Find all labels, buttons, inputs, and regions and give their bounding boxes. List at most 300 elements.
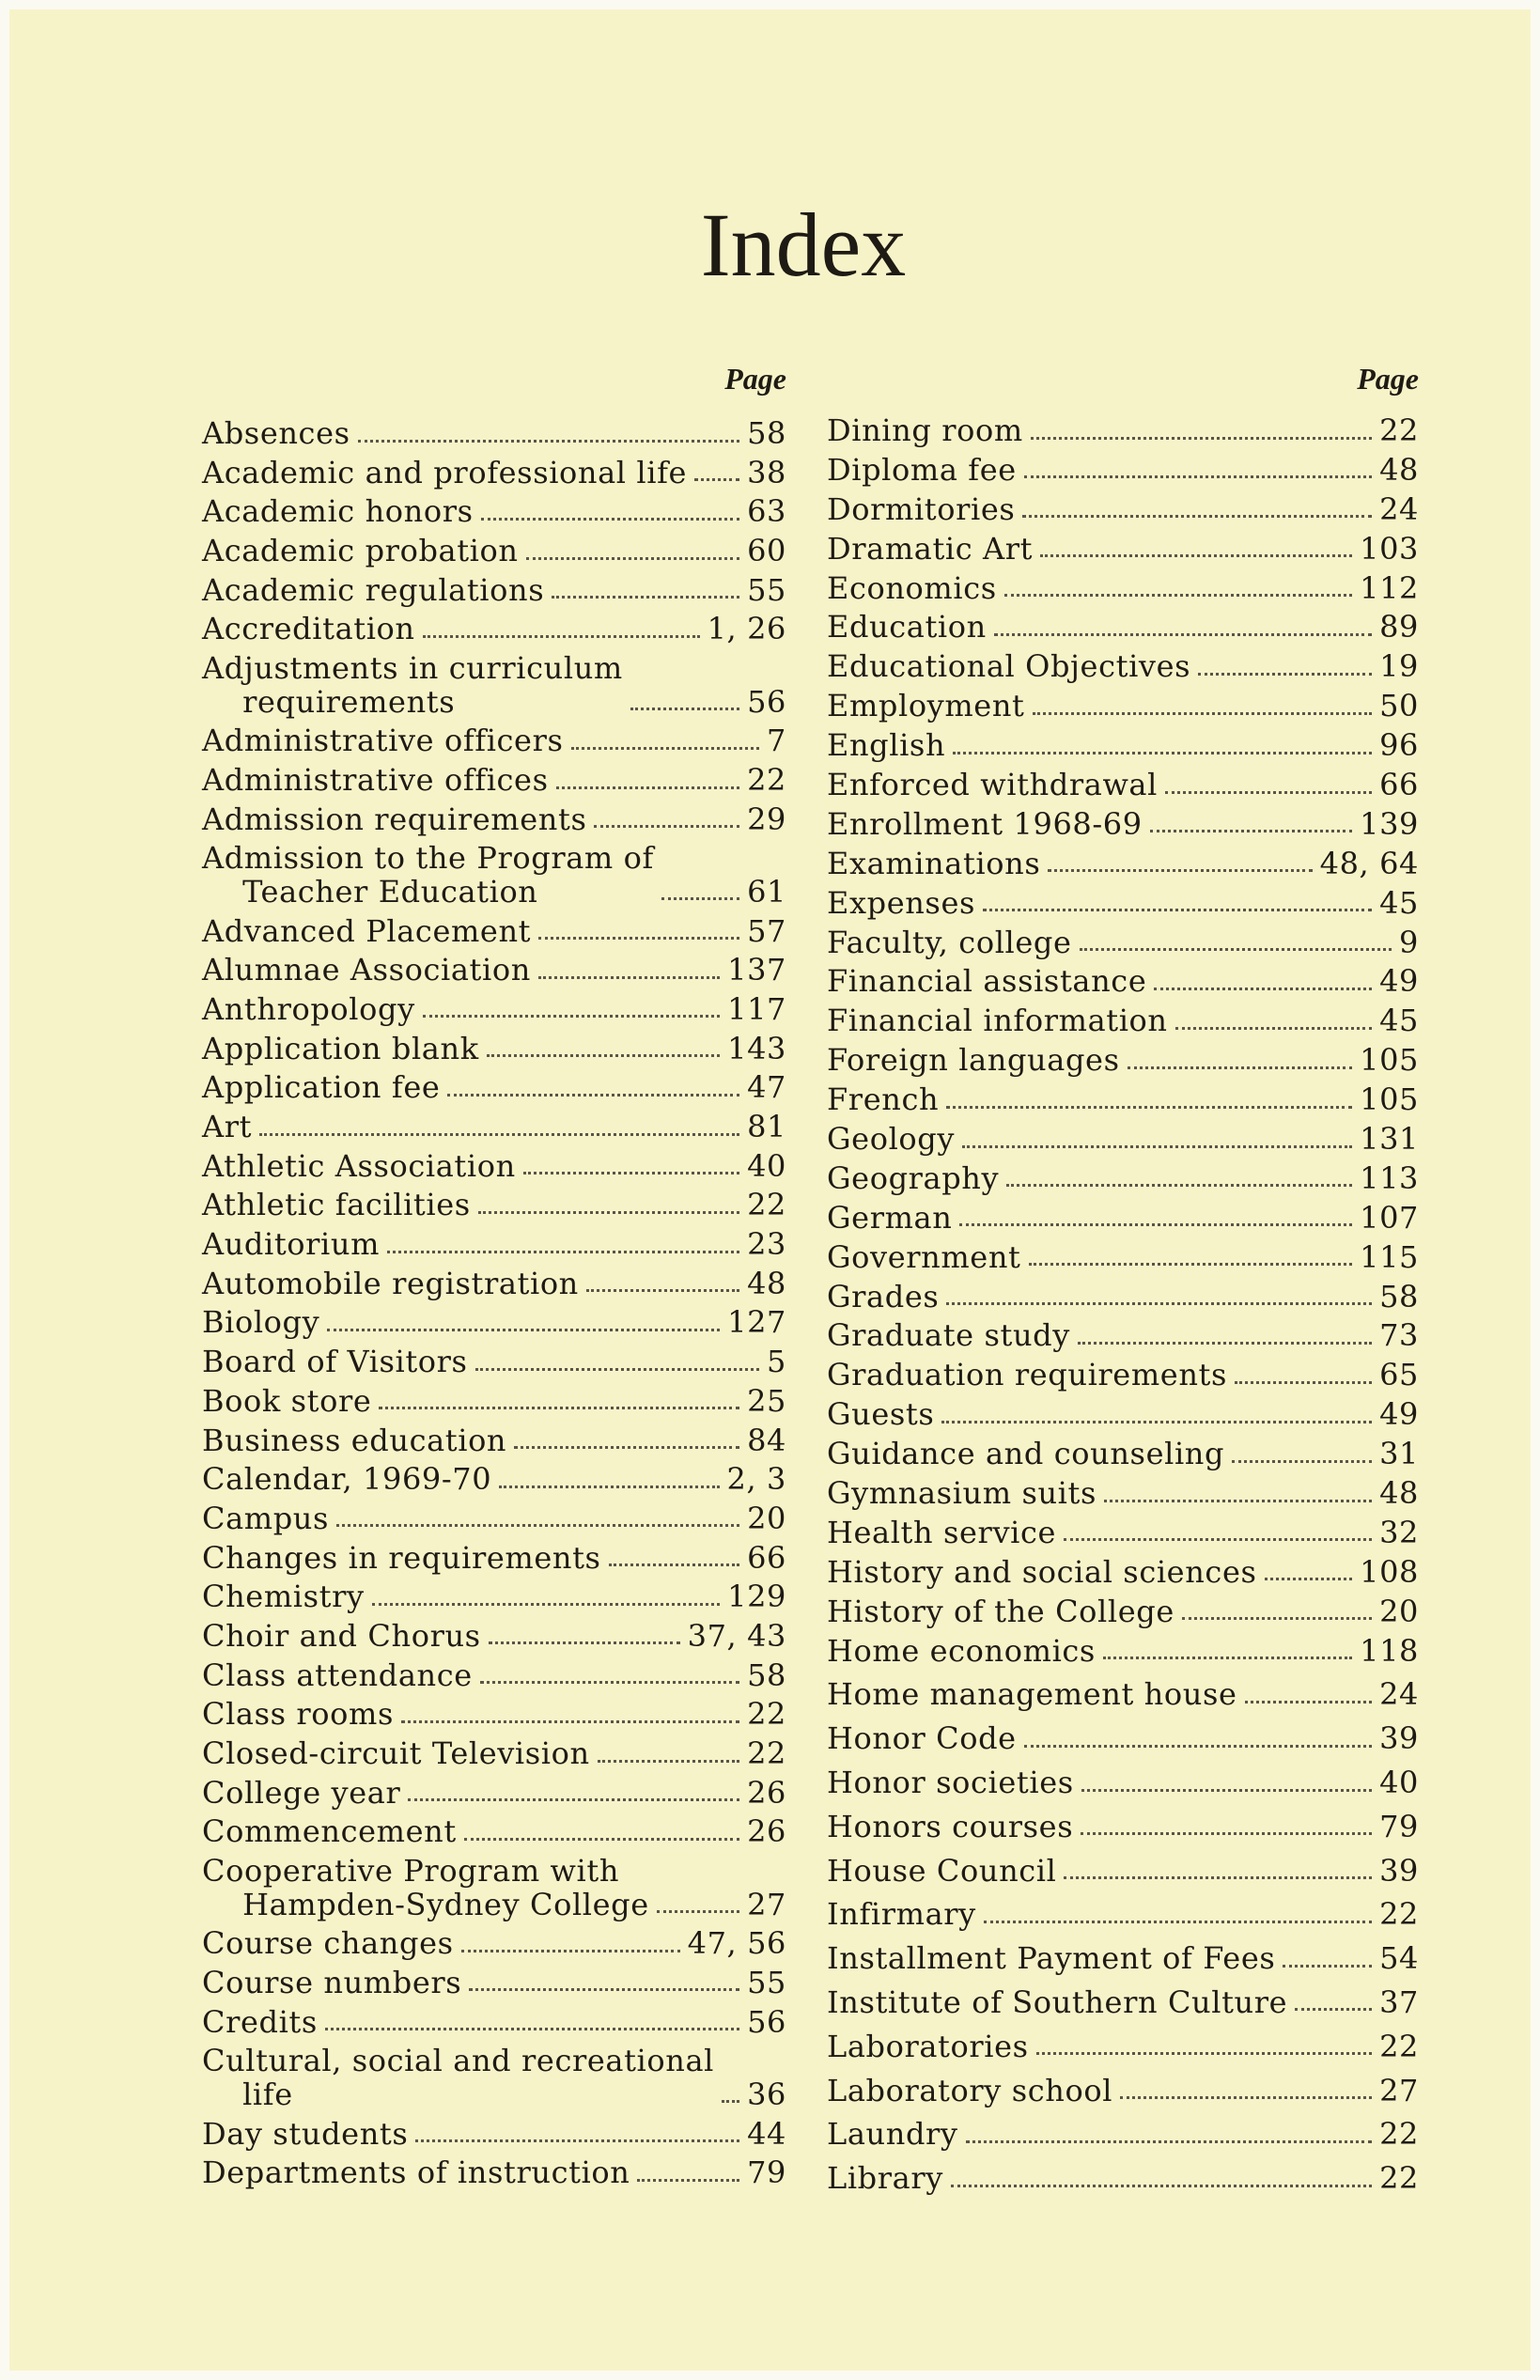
index-entry <box>202 990 786 1033</box>
dot-leader <box>1103 1657 1352 1659</box>
dot-leader <box>447 1094 739 1097</box>
dot-leader <box>358 440 739 443</box>
index-entry <box>827 884 1419 926</box>
index-term: Infirmary <box>827 1896 976 1933</box>
index-page-number: 56 <box>747 2003 786 2040</box>
index-entry <box>827 650 1419 690</box>
index-term: Cooperative Program with Hampden-Sydney College <box>202 1853 649 1922</box>
dot-leader <box>526 557 739 560</box>
index-entry <box>827 1678 1419 1722</box>
index-page-number: 40 <box>1379 1765 1419 1800</box>
index-term: Class attendance <box>202 1657 473 1693</box>
index-entry <box>827 1123 1419 1162</box>
dot-leader <box>408 1798 739 1801</box>
index-term: Financial assistance <box>827 963 1147 1000</box>
index-entry <box>202 724 786 764</box>
index-page-number: 39 <box>1379 1720 1419 1757</box>
index-page-number: 22 <box>747 1696 786 1733</box>
page-column-header: Page <box>724 362 786 396</box>
dot-leader <box>487 1054 720 1057</box>
index-page-number: 57 <box>747 912 786 949</box>
dot-leader <box>1150 830 1352 832</box>
index-term: Honors courses <box>827 1808 1074 1844</box>
index-term: Economics <box>827 569 997 606</box>
dot-leader <box>630 708 739 710</box>
index-term: Book store <box>202 1382 372 1419</box>
index-term: Honor societies <box>827 1765 1074 1800</box>
index-page-number: 44 <box>747 2115 786 2152</box>
index-entry <box>202 1855 786 1927</box>
dot-leader <box>962 1145 1352 1148</box>
index-entry <box>202 1424 786 1464</box>
index-page-number: 37, 43 <box>687 1617 786 1654</box>
index-term: History and social sciences <box>827 1553 1257 1590</box>
dot-leader <box>594 825 739 828</box>
dot-leader <box>946 1106 1352 1109</box>
index-term: Application fee <box>202 1069 441 1106</box>
index-entry <box>827 1319 1419 1359</box>
index-page-number: 58 <box>747 415 786 451</box>
dot-leader <box>1078 1342 1372 1345</box>
dot-leader <box>959 1223 1352 1226</box>
index-term: Library <box>827 2160 943 2197</box>
dot-leader <box>336 1524 739 1527</box>
index-entry <box>202 1265 786 1307</box>
dot-leader <box>514 1446 739 1449</box>
index-term: Academic regulations <box>202 571 545 608</box>
index-entry <box>827 1159 1419 1202</box>
index-entry <box>827 1438 1419 1477</box>
index-entry <box>827 1722 1419 1766</box>
index-column-left <box>202 355 786 2196</box>
index-term: House Council <box>827 1852 1057 1889</box>
index-term: Calendar, 1969-70 <box>202 1461 492 1498</box>
index-term: Government <box>827 1238 1021 1275</box>
dot-leader <box>1283 1965 1372 1968</box>
dot-leader <box>469 1988 739 1991</box>
index-term: Adjustments in curriculum requirements <box>202 650 623 720</box>
index-term: Board of Visitors <box>202 1344 468 1380</box>
index-term: Administrative offices <box>202 762 549 798</box>
index-entry <box>202 1111 786 1150</box>
index-entry <box>827 1852 1419 1899</box>
index-page-number: 50 <box>1379 688 1419 724</box>
index-entry <box>202 1502 786 1542</box>
index-page-number: 112 <box>1360 569 1419 606</box>
page-column-header: Page <box>1357 362 1419 396</box>
index-entry <box>202 1580 786 1620</box>
index-term: Home management house <box>827 1676 1237 1713</box>
dot-leader <box>1198 673 1372 676</box>
index-page-number: 55 <box>747 571 786 608</box>
index-entry <box>827 569 1419 612</box>
index-term: Admission requirements <box>202 801 587 837</box>
index-term: Day students <box>202 2115 409 2152</box>
index-entry <box>202 1617 786 1659</box>
index-term: Campus <box>202 1500 330 1536</box>
dot-leader <box>1182 1617 1372 1620</box>
index-page-number: 108 <box>1360 1553 1419 1590</box>
index-page-number: 143 <box>727 1030 786 1066</box>
index-page-number: 117 <box>727 990 786 1027</box>
index-entry <box>827 1983 1419 2030</box>
index-entry <box>827 530 1419 572</box>
dot-leader <box>953 752 1372 754</box>
index-entry <box>827 1553 1419 1595</box>
dot-leader <box>1120 2096 1372 2099</box>
dot-leader <box>259 1133 739 1136</box>
index-term: Enrollment 1968-69 <box>827 805 1143 842</box>
dot-leader <box>1036 2052 1372 2055</box>
index-term: Foreign languages <box>827 1042 1120 1079</box>
index-entry <box>202 2003 786 2046</box>
index-term: Graduate study <box>827 1317 1070 1354</box>
dot-leader <box>480 1681 739 1684</box>
index-entry <box>827 1632 1419 1679</box>
index-term: Examinations <box>827 845 1041 881</box>
index-entry <box>202 1539 786 1581</box>
index-entry <box>827 805 1419 848</box>
index-term: Business education <box>202 1422 507 1458</box>
index-entry <box>827 2118 1419 2162</box>
index-entry <box>827 1808 1419 1855</box>
index-page-number: 26 <box>747 1813 786 1850</box>
index-entry <box>202 652 786 724</box>
index-entry <box>202 571 786 614</box>
dot-leader <box>1232 1460 1372 1463</box>
index-entry <box>827 1766 1419 1811</box>
index-page-number: 7 <box>767 723 786 759</box>
dot-leader <box>1006 1184 1352 1187</box>
dot-leader <box>372 1603 720 1606</box>
index-page-number: 48 <box>1379 451 1419 488</box>
dot-leader <box>1029 1263 1353 1266</box>
index-term: Guests <box>827 1396 935 1433</box>
index-entry <box>202 1737 786 1777</box>
index-term: Laundry <box>827 2116 958 2153</box>
index-term: History of the College <box>827 1593 1174 1629</box>
index-term: Class rooms <box>202 1696 395 1733</box>
dot-leader <box>556 786 739 789</box>
index-page-number: 56 <box>747 683 786 720</box>
dot-leader <box>941 1421 1372 1423</box>
index-term: Auditorium <box>202 1226 381 1263</box>
index-page-number: 22 <box>747 1735 786 1771</box>
index-entry <box>202 764 786 803</box>
index-page-number: 47, 56 <box>687 1925 786 1962</box>
index-term: Course numbers <box>202 1964 462 2000</box>
index-page-number: 47 <box>747 1069 786 1106</box>
index-page-number: 36 <box>747 2076 786 2112</box>
index-entry <box>202 1698 786 1737</box>
index-entry <box>827 490 1419 533</box>
index-entry <box>202 613 786 652</box>
dot-leader <box>1004 594 1352 597</box>
index-entry <box>827 1477 1419 1517</box>
index-term: Health service <box>827 1514 1057 1550</box>
index-page-number: 81 <box>747 1109 786 1144</box>
index-term: Commencement <box>202 1813 457 1850</box>
index-term: Choir and Chorus <box>202 1617 481 1654</box>
index-entry <box>202 1964 786 2006</box>
index-page-number: 58 <box>1379 1278 1419 1314</box>
index-term: Closed-circuit Television <box>202 1735 590 1771</box>
dot-leader <box>379 1407 739 1409</box>
index-page-number: 22 <box>1379 412 1419 448</box>
index-page-number: 45 <box>1379 884 1419 921</box>
index-page-number: 96 <box>1379 727 1419 764</box>
dot-leader <box>1154 988 1372 990</box>
index-term: Guidance and counseling <box>827 1436 1225 1472</box>
index-entry <box>827 451 1419 493</box>
index-entry <box>202 954 786 993</box>
index-term: Credits <box>202 2003 318 2040</box>
dot-leader <box>489 1641 680 1644</box>
dot-leader <box>1031 437 1372 440</box>
dot-leader <box>966 2140 1372 2143</box>
index-page-number: 22 <box>1379 2028 1419 2064</box>
index-page-number: 20 <box>747 1500 786 1536</box>
index-page-number: 63 <box>747 493 786 530</box>
index-term: Dormitories <box>827 490 1016 527</box>
dot-leader <box>586 1289 739 1292</box>
index-term: Academic probation <box>202 533 519 569</box>
dot-leader <box>1081 1789 1372 1792</box>
index-entry <box>202 1346 786 1385</box>
index-entry <box>827 2030 1419 2075</box>
index-entry <box>202 1463 786 1502</box>
index-term: Institute of Southern Culture <box>827 1983 1288 2020</box>
index-page-number: 29 <box>747 801 786 837</box>
index-entry <box>202 454 786 496</box>
dot-leader <box>415 2139 739 2142</box>
index-entry <box>202 495 786 535</box>
index-term: Home economics <box>827 1632 1096 1669</box>
index-page-number: 31 <box>1379 1436 1419 1472</box>
index-page-number: 23 <box>747 1226 786 1263</box>
index-entry <box>202 1030 786 1072</box>
index-entry <box>202 1228 786 1268</box>
dot-leader <box>1040 554 1352 557</box>
index-term: Biology <box>202 1304 320 1341</box>
index-entry <box>202 2115 786 2157</box>
index-entry <box>827 1004 1419 1044</box>
index-entry <box>827 2162 1419 2206</box>
index-entry <box>202 2156 786 2196</box>
dot-leader <box>951 2185 1372 2187</box>
index-term: Financial information <box>827 1003 1168 1039</box>
index-page-number: 58 <box>747 1657 786 1693</box>
index-term: Alumnae Association <box>202 952 531 988</box>
index-entry <box>202 912 786 955</box>
index-term: Art <box>202 1109 253 1144</box>
index-entry <box>827 965 1419 1004</box>
index-page-number: 79 <box>1379 1808 1419 1844</box>
dot-leader <box>481 518 739 521</box>
index-term: Athletic facilities <box>202 1187 471 1223</box>
index-term: Advanced Placement <box>202 912 532 949</box>
index-entry <box>827 1199 1419 1241</box>
dot-leader <box>1104 1500 1372 1502</box>
index-entry <box>827 1083 1419 1123</box>
index-term: Chemistry <box>202 1579 365 1615</box>
dot-leader <box>1175 1027 1372 1030</box>
index-page-number: 139 <box>1360 805 1419 842</box>
index-list-right <box>827 414 1419 2206</box>
index-page-number: 61 <box>747 873 786 910</box>
index-entry <box>827 1898 1419 1942</box>
index-entry <box>202 1382 786 1424</box>
index-entry <box>827 729 1419 769</box>
dot-leader <box>423 635 700 638</box>
dot-leader <box>1024 1745 1372 1748</box>
index-page-number: 118 <box>1360 1632 1419 1669</box>
index-term: German <box>827 1199 953 1236</box>
index-page-number: 73 <box>1379 1317 1419 1354</box>
index-page-number: 22 <box>747 762 786 798</box>
index-term: Grades <box>827 1278 940 1314</box>
index-entry <box>827 1398 1419 1438</box>
index-page-number: 25 <box>747 1382 786 1419</box>
index-term: Gymnasium suits <box>827 1475 1097 1512</box>
index-page-number: 5 <box>767 1344 786 1380</box>
index-term: Expenses <box>827 884 976 921</box>
index-term: Education <box>827 609 987 646</box>
dot-leader <box>637 2179 739 2182</box>
index-page-number: 22 <box>747 1187 786 1223</box>
index-page-number: 22 <box>1379 1896 1419 1933</box>
dot-leader <box>1235 1381 1372 1384</box>
index-page-number: 84 <box>747 1422 786 1458</box>
index-term: Enforced withdrawal <box>827 767 1158 803</box>
index-page-number: 79 <box>747 2154 786 2191</box>
index-term: Faculty, college <box>827 924 1072 960</box>
dot-leader <box>1024 475 1372 478</box>
index-page-number: 27 <box>747 1886 786 1922</box>
index-entry <box>202 1659 786 1699</box>
index-term: Administrative officers <box>202 723 564 759</box>
index-entry <box>202 1071 786 1111</box>
index-page-number: 127 <box>727 1304 786 1341</box>
index-term: Geology <box>827 1121 956 1158</box>
index-entry <box>202 1815 786 1855</box>
index-page-number: 131 <box>1360 1121 1419 1158</box>
index-term: Diploma fee <box>827 451 1017 488</box>
dot-leader <box>401 1720 739 1723</box>
dot-leader <box>423 1015 720 1018</box>
index-term: Employment <box>827 688 1025 724</box>
dot-leader <box>946 1302 1372 1305</box>
index-page-number: 105 <box>1360 1081 1419 1118</box>
index-entry <box>202 1927 786 1967</box>
dot-leader <box>325 2028 739 2030</box>
index-entry <box>827 1044 1419 1083</box>
index-page-number: 39 <box>1379 1852 1419 1889</box>
index-page-number: 48 <box>747 1265 786 1301</box>
index-term: Dramatic Art <box>827 530 1034 567</box>
index-term: Admission to the Program of Teacher Education <box>202 840 654 910</box>
dot-leader <box>387 1251 739 1253</box>
index-term: Graduation requirements <box>827 1357 1228 1393</box>
dot-leader <box>661 897 739 900</box>
index-term: Course changes <box>202 1925 454 1962</box>
dot-leader <box>994 633 1372 636</box>
index-term: Accreditation <box>202 611 415 647</box>
dot-leader <box>1048 869 1312 872</box>
index-page-number: 9 <box>1399 924 1419 960</box>
index-page-number: 48 <box>1379 1475 1419 1512</box>
dot-leader <box>1064 1876 1372 1879</box>
index-page-number: 49 <box>1379 1396 1419 1433</box>
dot-leader <box>1128 1066 1353 1069</box>
index-page-number: 89 <box>1379 609 1419 646</box>
index-entry <box>827 1238 1419 1281</box>
index-page-number: 129 <box>727 1579 786 1615</box>
dot-leader <box>1064 1538 1372 1541</box>
index-entry <box>827 1359 1419 1398</box>
index-entry <box>827 845 1419 887</box>
index-page-number: 107 <box>1360 1199 1419 1236</box>
index-page-number: 65 <box>1379 1357 1419 1393</box>
index-term: Dining room <box>827 412 1023 448</box>
index-term: Cultural, social and recreational life <box>202 2043 714 2112</box>
dot-leader <box>1081 1832 1372 1835</box>
index-term: French <box>827 1081 940 1118</box>
index-term: Laboratories <box>827 2028 1029 2064</box>
index-entry <box>202 2045 786 2117</box>
index-page-number: 26 <box>747 1774 786 1811</box>
index-term: Installment Payment of Fees <box>827 1940 1276 1977</box>
index-page-number: 32 <box>1379 1514 1419 1550</box>
index-page-number: 22 <box>1379 2160 1419 2197</box>
index-page-number: 2, 3 <box>726 1461 786 1498</box>
index-term: Automobile registration <box>202 1265 579 1301</box>
dot-leader <box>571 747 760 750</box>
index-entry <box>202 842 786 914</box>
index-entry <box>827 1595 1419 1635</box>
dot-leader <box>475 1368 759 1371</box>
index-entry <box>202 535 786 574</box>
dot-leader <box>523 1172 739 1174</box>
dot-leader <box>598 1760 739 1763</box>
index-page-number: 24 <box>1379 1676 1419 1713</box>
index-page-number: 54 <box>1379 1940 1419 1977</box>
index-term: Departments of instruction <box>202 2154 630 2191</box>
index-page-number: 20 <box>1379 1593 1419 1629</box>
index-entry <box>827 1278 1419 1320</box>
dot-leader <box>1245 1701 1373 1703</box>
index-term: Laboratory school <box>827 2072 1113 2108</box>
index-page-number: 22 <box>1379 2116 1419 2153</box>
index-page-number: 137 <box>727 952 786 988</box>
dot-leader <box>552 596 739 599</box>
index-page-number: 105 <box>1360 1042 1419 1079</box>
dot-leader <box>1165 791 1372 794</box>
index-page-number: 1, 26 <box>707 611 786 647</box>
index-entry <box>827 414 1419 454</box>
dot-leader <box>538 937 739 940</box>
index-page-number: 113 <box>1360 1159 1419 1196</box>
index-entry <box>827 1514 1419 1556</box>
dot-leader <box>657 1910 739 1913</box>
index-page-number: 49 <box>1379 963 1419 1000</box>
index-entry <box>202 1306 786 1346</box>
dot-leader <box>461 1950 680 1952</box>
index-page-number: 40 <box>747 1147 786 1184</box>
index-page-number: 19 <box>1379 648 1419 685</box>
index-page-number: 115 <box>1360 1238 1419 1275</box>
index-term: Geography <box>827 1159 1000 1196</box>
